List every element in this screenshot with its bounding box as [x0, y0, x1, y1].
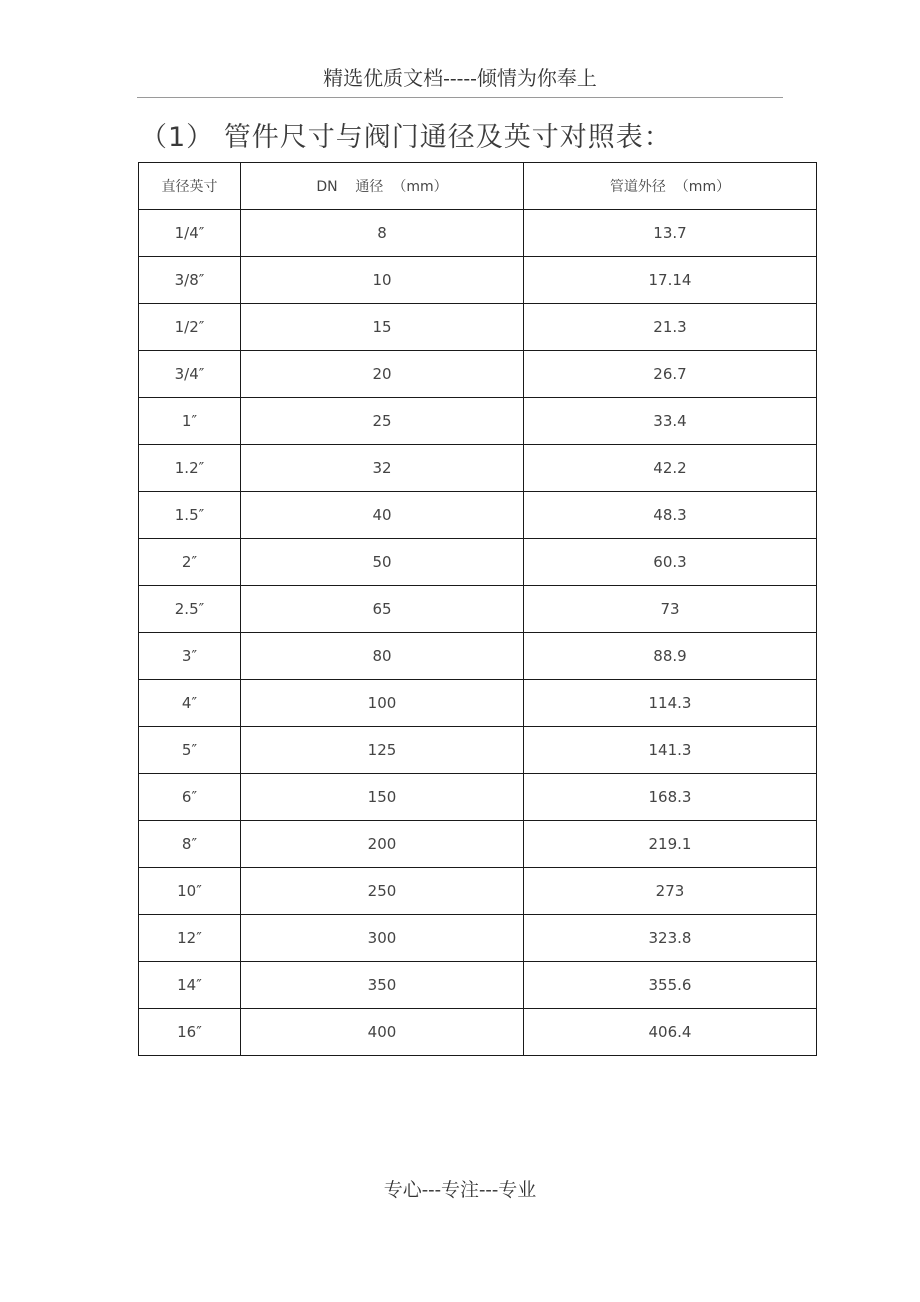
table-row — [139, 1009, 817, 1056]
cell-inch-diameter: 1.2″ — [139, 445, 241, 492]
cell-inch-diameter: 5″ — [139, 727, 241, 774]
cell-dn-bore: 25 — [241, 398, 524, 445]
table-row — [139, 351, 817, 398]
table-row — [139, 633, 817, 680]
cell-outer-diameter: 48.3 — [524, 492, 817, 539]
cell-outer-diameter: 114.3 — [524, 680, 817, 727]
table-row — [139, 680, 817, 727]
cell-inch-diameter: 14″ — [139, 962, 241, 1009]
table-row — [139, 492, 817, 539]
cell-dn-bore: 200 — [241, 821, 524, 868]
cell-inch-diameter: 3″ — [139, 633, 241, 680]
cell-outer-diameter: 13.7 — [524, 210, 817, 257]
cell-inch-diameter: 3/8″ — [139, 257, 241, 304]
cell-dn-bore: 50 — [241, 539, 524, 586]
cell-outer-diameter: 21.3 — [524, 304, 817, 351]
cell-inch-diameter: 16″ — [139, 1009, 241, 1056]
cell-dn-bore: 20 — [241, 351, 524, 398]
page-header: 精选优质文档-----倾情为你奉上 — [323, 66, 597, 90]
table-header-row — [139, 163, 817, 210]
cell-dn-bore: 400 — [241, 1009, 524, 1056]
cell-outer-diameter: 323.8 — [524, 915, 817, 962]
cell-inch-diameter: 2.5″ — [139, 586, 241, 633]
cell-outer-diameter: 355.6 — [524, 962, 817, 1009]
table-row — [139, 304, 817, 351]
table-row — [139, 821, 817, 868]
cell-dn-bore: 40 — [241, 492, 524, 539]
table-row — [139, 727, 817, 774]
cell-dn-bore: 65 — [241, 586, 524, 633]
table-row — [139, 445, 817, 492]
table-row — [139, 257, 817, 304]
table-body — [139, 210, 817, 1056]
cell-dn-bore: 150 — [241, 774, 524, 821]
cell-outer-diameter: 73 — [524, 586, 817, 633]
cell-dn-bore: 32 — [241, 445, 524, 492]
table-row — [139, 586, 817, 633]
table-row — [139, 539, 817, 586]
cell-outer-diameter: 33.4 — [524, 398, 817, 445]
cell-inch-diameter: 1″ — [139, 398, 241, 445]
table-row — [139, 868, 817, 915]
cell-dn-bore: 100 — [241, 680, 524, 727]
cell-inch-diameter: 6″ — [139, 774, 241, 821]
cell-dn-bore: 15 — [241, 304, 524, 351]
cell-outer-diameter: 406.4 — [524, 1009, 817, 1056]
table-row — [139, 915, 817, 962]
cell-dn-bore: 350 — [241, 962, 524, 1009]
cell-dn-bore: 125 — [241, 727, 524, 774]
cell-dn-bore: 250 — [241, 868, 524, 915]
cell-inch-diameter: 1.5″ — [139, 492, 241, 539]
cell-outer-diameter: 273 — [524, 868, 817, 915]
cell-outer-diameter: 60.3 — [524, 539, 817, 586]
pipe-size-table — [138, 162, 817, 1056]
cell-dn-bore: 8 — [241, 210, 524, 257]
header-dn-bore: DN 通径 （mm） — [241, 163, 524, 210]
cell-inch-diameter: 8″ — [139, 821, 241, 868]
header-inch-diameter: 直径英寸 — [139, 163, 241, 210]
cell-inch-diameter: 12″ — [139, 915, 241, 962]
cell-inch-diameter: 1/4″ — [139, 210, 241, 257]
cell-inch-diameter: 10″ — [139, 868, 241, 915]
cell-inch-diameter: 3/4″ — [139, 351, 241, 398]
cell-outer-diameter: 26.7 — [524, 351, 817, 398]
cell-inch-diameter: 1/2″ — [139, 304, 241, 351]
table-row — [139, 398, 817, 445]
cell-dn-bore: 300 — [241, 915, 524, 962]
page-footer: 专心---专注---专业 — [383, 1179, 537, 1201]
header-outer-diameter: 管道外径 （mm） — [524, 163, 817, 210]
cell-outer-diameter: 168.3 — [524, 774, 817, 821]
header-divider — [137, 97, 783, 98]
document-title: （1） 管件尺寸与阀门通径及英寸对照表： — [140, 122, 672, 153]
cell-inch-diameter: 2″ — [139, 539, 241, 586]
cell-dn-bore: 10 — [241, 257, 524, 304]
cell-inch-diameter: 4″ — [139, 680, 241, 727]
cell-outer-diameter: 42.2 — [524, 445, 817, 492]
cell-dn-bore: 80 — [241, 633, 524, 680]
cell-outer-diameter: 141.3 — [524, 727, 817, 774]
table-row — [139, 210, 817, 257]
cell-outer-diameter: 17.14 — [524, 257, 817, 304]
cell-outer-diameter: 88.9 — [524, 633, 817, 680]
table-row — [139, 962, 817, 1009]
cell-outer-diameter: 219.1 — [524, 821, 817, 868]
table-row — [139, 774, 817, 821]
